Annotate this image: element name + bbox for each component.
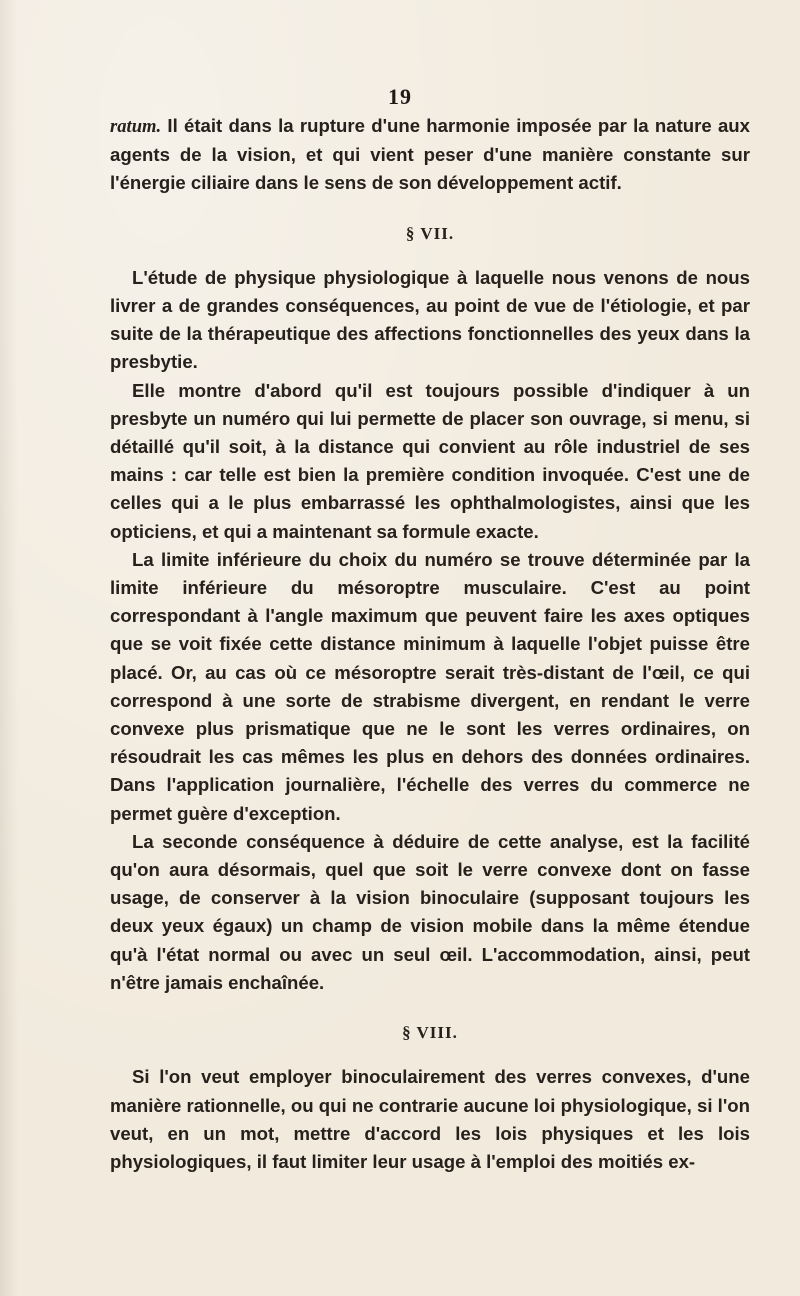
paragraph: Elle montre d'abord qu'il est toujours possible d'indiquer à un presbyte un numéro qui lui permette de placer son ouvrage, si menu, si détaillé qu'il soit, à la distance qui convient au rôle industriel de ses mains : car telle est bien la première condition invoquée. C'est une de celles qui a le plus embarrassé les ophthalmologistes, ainsi que les opticiens, et qui a maintenant sa formule exacte. <box>110 379 750 542</box>
paragraph-continuation <box>110 112 750 198</box>
page-number: 19 <box>388 84 412 109</box>
section-heading-vii: § VII. <box>405 223 455 243</box>
paragraph: La limite inférieure du choix du numéro se trouve déterminée par la limite inférieure du mésoroptre musculaire. C'est au point correspondant à l'angle maximum que peuvent faire les axes optiques que se voit fixée cette distance minimum à laquelle l'objet puisse être placé. Or, au cas où ce mésoroptre serait très-distant de l'œil, ce qui correspond à une sorte de strabisme divergent, en rendant le verre convexe plus prismatique que ne le sont les verres ordinaires, on résoudrait les cas mêmes les plus en dehors des données ordinaires. Dans l'application journalière, l'échelle des verres du commerce ne permet guère d'exception. <box>110 548 750 824</box>
section-heading-viii: § VIII. <box>402 1023 458 1043</box>
paragraph: Si l'on veut employer binoculairement des verres convexes, d'une manière rationnelle, ou qui ne contrarie aucune loi physiologique, si l'on veut, en un mot, mettre d'accord les lois physiques et les lois physiologiques, il faut limiter leur usage à l'emploi des moitiés ex- <box>110 1066 750 1172</box>
paragraph-continuation-text: Il était dans la rupture d'une harmonie imposée par la nature aux agents de la vision, et qui vient peser d'une manière constante sur l'énergie ciliaire dans le sens de son développement actif. <box>110 115 750 194</box>
paragraph: La seconde conséquence à déduire de cette analyse, est la facilité qu'on aura désormais, quel que soit le verre convexe dont on fasse usage, de conserver à la vision binoculaire (supposant toujours les deux yeux égaux) un champ de vision mobile dans la même étendue qu'à l'état normal ou avec un seul œil. L'accommodation, ainsi, peut n'être jamais enchaînée. <box>110 830 750 993</box>
paragraph: L'étude de physique physiologique à laquelle nous venons de nous livrer a de grandes conséquences, au point de vue de l'étiologie, et par suite de la thérapeutique des affections fonctionnelles des yeux dans la presbytie. <box>110 266 750 373</box>
page-body <box>110 112 750 1176</box>
continued-word: ratum. <box>110 116 162 137</box>
